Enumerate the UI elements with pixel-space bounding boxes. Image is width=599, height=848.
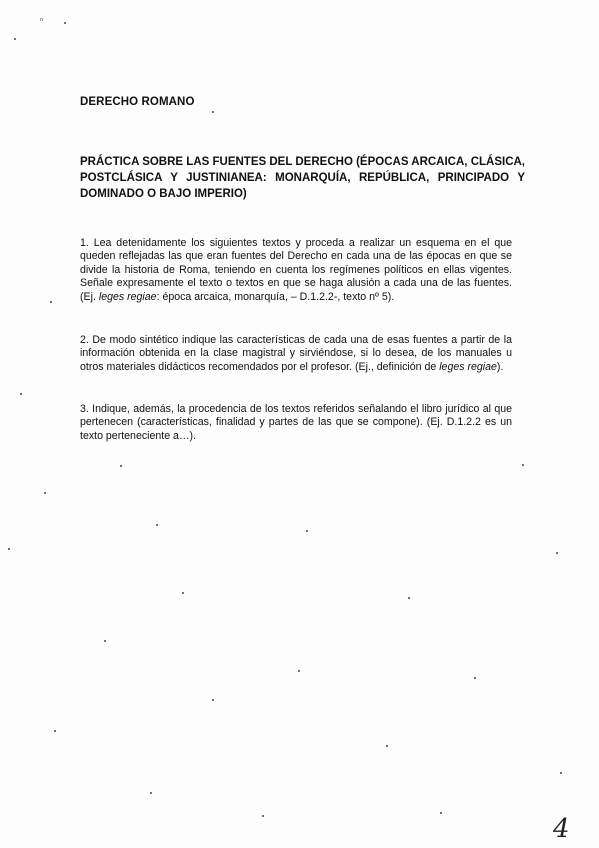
document-title: PRÁCTICA SOBRE LAS FUENTES DEL DERECHO (ÉPOCAS ARCAICA, CLÁSICA, POSTCLÁSICA Y JUSTINIANEA: MONARQUÍA, REPÚBLICA, PRINCIPADO Y DOMINADO O BAJO IMPERIO) [80,156,525,200]
instruction-paragraph-2 [80,334,512,374]
scan-speck [156,524,158,526]
scan-speck [212,111,214,113]
scan-speck [408,597,410,599]
course-heading: DERECHO ROMANO [80,96,195,108]
scan-speck [522,464,524,466]
scan-speck [212,699,214,701]
scan-speck [20,393,22,395]
paragraph-text: : época arcaica, monarquía, – D.1.2.2-, texto nº 5). [156,290,395,303]
scan-speck [104,640,106,642]
scan-speck [14,38,16,40]
scan-speck [440,812,442,814]
handwritten-page-number: 4 [553,814,570,844]
paragraph-text: 1. Lea detenidamente los siguientes textos y proceda a realizar un esquema en el que queden reflejadas las que eran fuentes del Derecho en cada una de las épocas en que se divide la historia de Roma, teniendo en cuenta los regímenes políticos en ellas vigentes. Señale expresamente el texto o textos en que se haga alusión a cada una de las fuentes. (Ej. [80,237,512,303]
paragraph-italic-term: leges regiae [439,360,497,373]
paragraph-text: ). [496,360,504,373]
paragraph-text: 3. Indique, además, la procedencia de los textos referidos señalando el libro jurídico al que pertenecen (características, finalidad y partes de las que se compone). (Ej. D.1.2.2 es un texto perteneciente a…). [80,403,512,442]
scan-speck [50,301,52,303]
scan-speck [262,815,264,817]
paragraph-italic-term: leges regiae [98,290,157,303]
scan-speck [64,22,66,24]
scan-speck [306,530,308,532]
corner-mark: ⁿ [40,15,44,25]
scan-speck [120,465,122,467]
instruction-paragraph-3 [80,403,512,443]
scan-speck [8,548,10,550]
scan-speck [386,745,388,747]
instruction-paragraph-1 [80,237,512,304]
scan-speck [560,772,562,774]
scan-speck [182,592,184,594]
scan-speck [44,492,46,494]
paragraph-text: 2. De modo sintético indique las características de cada una de esas fuentes a partir de la información obtenida en la clase magistral y sirviéndose, si lo desea, de los manuales u otros materiales didácticos recomendados por el profesor. (Ej., definición de [80,334,512,373]
scan-speck [556,552,558,554]
scan-speck [54,730,56,732]
scan-speck [474,677,476,679]
scan-speck [298,670,300,672]
scan-speck [150,792,152,794]
